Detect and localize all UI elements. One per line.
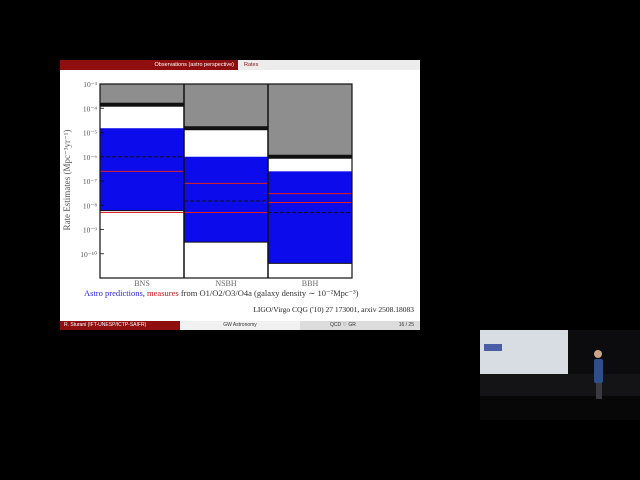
speaker-head xyxy=(594,350,602,358)
nsbh-prediction-band xyxy=(184,157,268,242)
speaker-camera-view xyxy=(480,330,640,420)
header-section-title: Observations (astro perspective) xyxy=(60,60,238,70)
projected-chart-thumbnail xyxy=(484,344,502,351)
y-axis-label: Rate Estimates (Mpc⁻³yr⁻¹) xyxy=(62,129,72,231)
x-tick-label-nsbh: NSBH xyxy=(215,279,237,286)
footer-event-name: QCD ♡ GR xyxy=(330,322,356,328)
projected-screen xyxy=(480,330,568,374)
bbh-excluded-region xyxy=(268,84,352,157)
caption-separator: , xyxy=(142,288,148,298)
nsbh-upper-limit-line xyxy=(184,126,268,130)
y-tick-label: 10⁻⁷ xyxy=(82,177,97,186)
caption-astro-predictions: Astro predictions xyxy=(84,288,143,298)
chart-caption xyxy=(84,288,359,299)
footer-talk-title: GW Astronomy xyxy=(180,321,300,330)
footer-author: R. Sturani (IFT-UNESP/ICTP-SAIFR) xyxy=(60,321,180,330)
nsbh-excluded-region xyxy=(184,84,268,128)
y-tick-label: 10⁻⁶ xyxy=(82,152,97,162)
y-tick-label: 10⁻⁹ xyxy=(82,225,97,235)
bbh-upper-limit-line xyxy=(268,155,352,159)
rate-estimates-chart xyxy=(60,74,420,286)
x-tick-label-bbh: BBH xyxy=(301,279,319,286)
presentation-slide xyxy=(60,60,420,330)
bns-prediction-band xyxy=(100,128,184,210)
footer-page-number: 16 / 25 xyxy=(398,322,414,328)
footer-event xyxy=(300,321,420,330)
caption-measures: measures xyxy=(147,288,179,298)
bns-upper-limit-line xyxy=(100,103,184,107)
speaker-body xyxy=(594,359,603,383)
y-tick-label: 10⁻⁴ xyxy=(82,104,97,114)
x-axis-tick-labels xyxy=(134,279,318,286)
x-tick-label-bns: BNS xyxy=(134,279,150,286)
bns-excluded-region xyxy=(100,84,184,105)
caption-rest: from O1/O2/O3/O4a (galaxy density ∼ 10⁻²Mpc⁻³) xyxy=(178,288,359,298)
reference-citation: LIGO/Virgo CQG ('10) 27 173001, arxiv 2508.18083 xyxy=(253,305,414,314)
plot-area xyxy=(100,84,352,278)
header-subsection-title: Rates xyxy=(238,60,420,70)
y-tick-label: 10⁻¹⁰ xyxy=(80,249,97,259)
bbh-prediction-band xyxy=(268,171,352,263)
y-tick-label: 10⁻⁸ xyxy=(82,201,97,211)
y-tick-label: 10⁻⁵ xyxy=(82,128,97,138)
y-tick-label: 10⁻³ xyxy=(83,80,97,89)
slide-footer xyxy=(60,321,420,330)
